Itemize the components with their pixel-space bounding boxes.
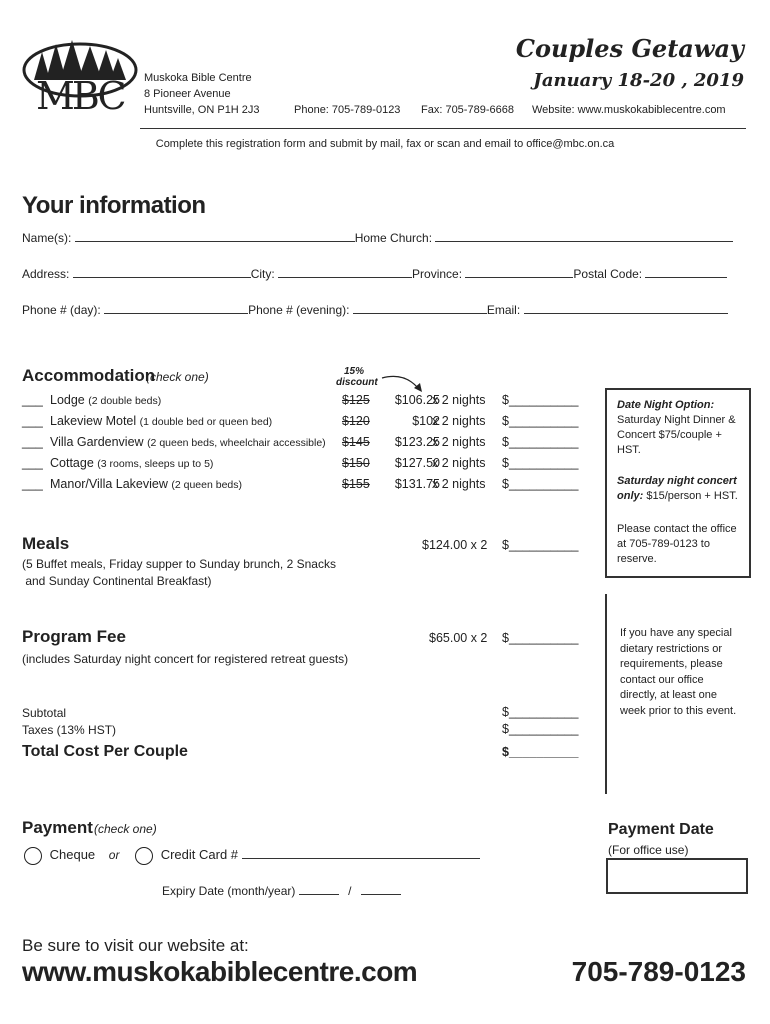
accommodation-row-lodge[interactable] [22, 393, 582, 411]
city-field[interactable] [278, 265, 412, 278]
multiplier: x 2 nights [432, 477, 486, 491]
org-fax: Fax: 705-789-6668 [421, 104, 514, 116]
credit-card-label: Credit Card # [160, 847, 239, 862]
new-price: $102 [412, 414, 440, 428]
expiry-year-field[interactable] [361, 882, 401, 895]
footer-phone: 705-789-0123 [571, 956, 746, 987]
logo [20, 34, 140, 120]
expiry-slash: / [348, 884, 352, 898]
expiry-row [162, 882, 401, 898]
dietary-divider [605, 594, 607, 794]
date-night-body: Saturday Night Dinner & Concert $75/couple + HST. [617, 414, 736, 456]
instructions: Complete this registration form and submit by mail, fax or scan and email to office@mbc.on.ca [155, 138, 615, 150]
org-phone: Phone: 705-789-0123 [294, 104, 401, 116]
discount-arrow-icon [380, 372, 424, 394]
event-date: January 18-20 , 2019 [533, 70, 744, 91]
accommodation-heading: Accommodation [22, 366, 156, 385]
church-field[interactable] [435, 229, 733, 242]
amount-field[interactable]: $__________ [502, 477, 579, 491]
address-label: Address: [22, 267, 70, 281]
payment-date-box[interactable] [606, 858, 748, 894]
meals-price: $124.00 x 2 [422, 538, 488, 552]
program-price: $65.00 x 2 [429, 631, 488, 645]
room-detail: (1 double bed or queen bed) [139, 416, 273, 428]
event-title: Couples Getaway [515, 34, 744, 63]
amount-field[interactable]: $__________ [502, 435, 579, 449]
payment-date-note: (For office use) [608, 843, 689, 857]
check-blank[interactable]: ___ [22, 435, 43, 449]
or-label: or [108, 848, 120, 862]
new-price: $127.50 [394, 456, 440, 470]
room-name: Lodge [50, 393, 85, 407]
program-amount-field[interactable]: $__________ [502, 631, 579, 645]
phone-evening-label: Phone # (evening): [248, 303, 350, 317]
email-field[interactable] [524, 301, 728, 314]
amount-field[interactable]: $__________ [502, 456, 579, 470]
new-price: $131.75 [394, 477, 440, 491]
accommodation-row-lakeview-motel[interactable] [22, 414, 582, 432]
your-info-heading: Your information [22, 192, 206, 219]
old-price: $155 [342, 477, 370, 491]
room-name: Villa Gardenview [50, 435, 144, 449]
discount-pct: 15% [344, 366, 365, 377]
payment-heading: Payment [22, 818, 93, 837]
name-row [22, 229, 740, 245]
phone-day-label: Phone # (day): [22, 303, 101, 317]
total-field[interactable]: $__________ [502, 745, 579, 759]
meals-desc-1: (5 Buffet meals, Friday supper to Sunday brunch, 2 Snacks [22, 557, 336, 571]
cheque-label: Cheque [49, 847, 96, 862]
footer-url[interactable]: www.muskokabiblecentre.com [22, 956, 418, 987]
email-label: Email: [486, 303, 521, 317]
room-detail: (2 double beds) [88, 395, 162, 407]
room-detail: (2 queen beds, wheelchair accessible) [147, 437, 326, 449]
date-night-title: Date Night Option: [617, 399, 715, 411]
room-name: Manor/Villa Lakeview [50, 477, 168, 491]
org-name: Muskoka Bible Centre [144, 72, 252, 84]
province-label: Province: [412, 267, 463, 281]
date-night-contact: Please contact the office at 705-789-0123 to reserve. [617, 523, 737, 565]
check-blank[interactable]: ___ [22, 414, 43, 428]
phone-evening-field[interactable] [353, 301, 487, 314]
meals-desc-2: and Sunday Continental Breakfast) [22, 574, 212, 588]
subtotal-field[interactable]: $__________ [502, 705, 579, 719]
check-blank[interactable]: ___ [22, 477, 43, 491]
date-night-box [605, 388, 751, 578]
accommodation-note: (check one) [146, 370, 209, 384]
header-divider [140, 128, 746, 129]
old-price: $145 [342, 435, 370, 449]
old-price: $120 [342, 414, 370, 428]
amount-field[interactable]: $__________ [502, 414, 579, 428]
credit-card-field[interactable] [242, 846, 480, 859]
multiplier: x 2 nights [432, 393, 486, 407]
room-detail: (2 queen beds) [171, 479, 243, 491]
multiplier: x 2 nights [432, 456, 486, 470]
address-row [22, 265, 727, 281]
old-price: $125 [342, 393, 370, 407]
check-blank[interactable]: ___ [22, 393, 43, 407]
expiry-month-field[interactable] [299, 882, 339, 895]
check-blank[interactable]: ___ [22, 456, 43, 470]
old-price: $150 [342, 456, 370, 470]
org-address-1: 8 Pioneer Avenue [144, 88, 231, 100]
concert-title: Saturday night concert only: [617, 475, 737, 502]
multiplier: x 2 nights [432, 414, 486, 428]
new-price: $106.25 [394, 393, 440, 407]
discount-label: discount [336, 377, 378, 388]
meals-heading: Meals [22, 534, 70, 553]
logo-text: MBC [36, 74, 124, 118]
taxes-label: Taxes (13% HST) [22, 723, 117, 737]
accommodation-row-villa-gardenview[interactable] [22, 435, 582, 453]
meals-amount-field[interactable]: $__________ [502, 538, 579, 552]
church-label: Home Church: [354, 231, 433, 245]
names-field[interactable] [75, 229, 355, 242]
footer-visit: Be sure to visit our website at: [22, 936, 249, 955]
province-field[interactable] [465, 265, 573, 278]
org-website[interactable]: Website: www.muskokabiblecentre.com [532, 104, 726, 116]
names-label: Name(s): [22, 231, 72, 245]
subtotal-label: Subtotal [22, 706, 67, 720]
accommodation-row-cottage[interactable] [22, 456, 582, 474]
cheque-radio[interactable] [24, 847, 42, 865]
expiry-label: Expiry Date (month/year) [162, 884, 296, 898]
payment-options [24, 846, 480, 865]
concert-price: $15/person + HST. [643, 490, 738, 502]
program-heading: Program Fee [22, 627, 126, 646]
phone-day-field[interactable] [104, 301, 248, 314]
address-field[interactable] [73, 265, 251, 278]
credit-card-radio[interactable] [135, 847, 153, 865]
phone-row [22, 301, 728, 317]
program-desc: (includes Saturday night concert for registered retreat guests) [22, 652, 349, 666]
room-name: Cottage [50, 456, 94, 470]
payment-note: (check one) [94, 822, 157, 836]
room-detail: (3 rooms, sleeps up to 5) [97, 458, 214, 470]
amount-field[interactable]: $__________ [502, 393, 579, 407]
accommodation-row-manor-villa-lakeview[interactable] [22, 477, 582, 495]
org-address-2: Huntsville, ON P1H 2J3 [144, 104, 260, 116]
dietary-note: If you have any special dietary restrictions or requirements, please contact our office directly, at least one week prior to this event. [620, 627, 737, 717]
postal-field[interactable] [645, 265, 727, 278]
total-label: Total Cost Per Couple [22, 743, 188, 760]
multiplier: x 2 nights [432, 435, 486, 449]
new-price: $123.25 [394, 435, 440, 449]
payment-date-title: Payment Date [608, 821, 714, 838]
postal-label: Postal Code: [573, 267, 643, 281]
city-label: City: [250, 267, 275, 281]
taxes-field[interactable]: $__________ [502, 722, 579, 736]
room-name: Lakeview Motel [50, 414, 137, 428]
